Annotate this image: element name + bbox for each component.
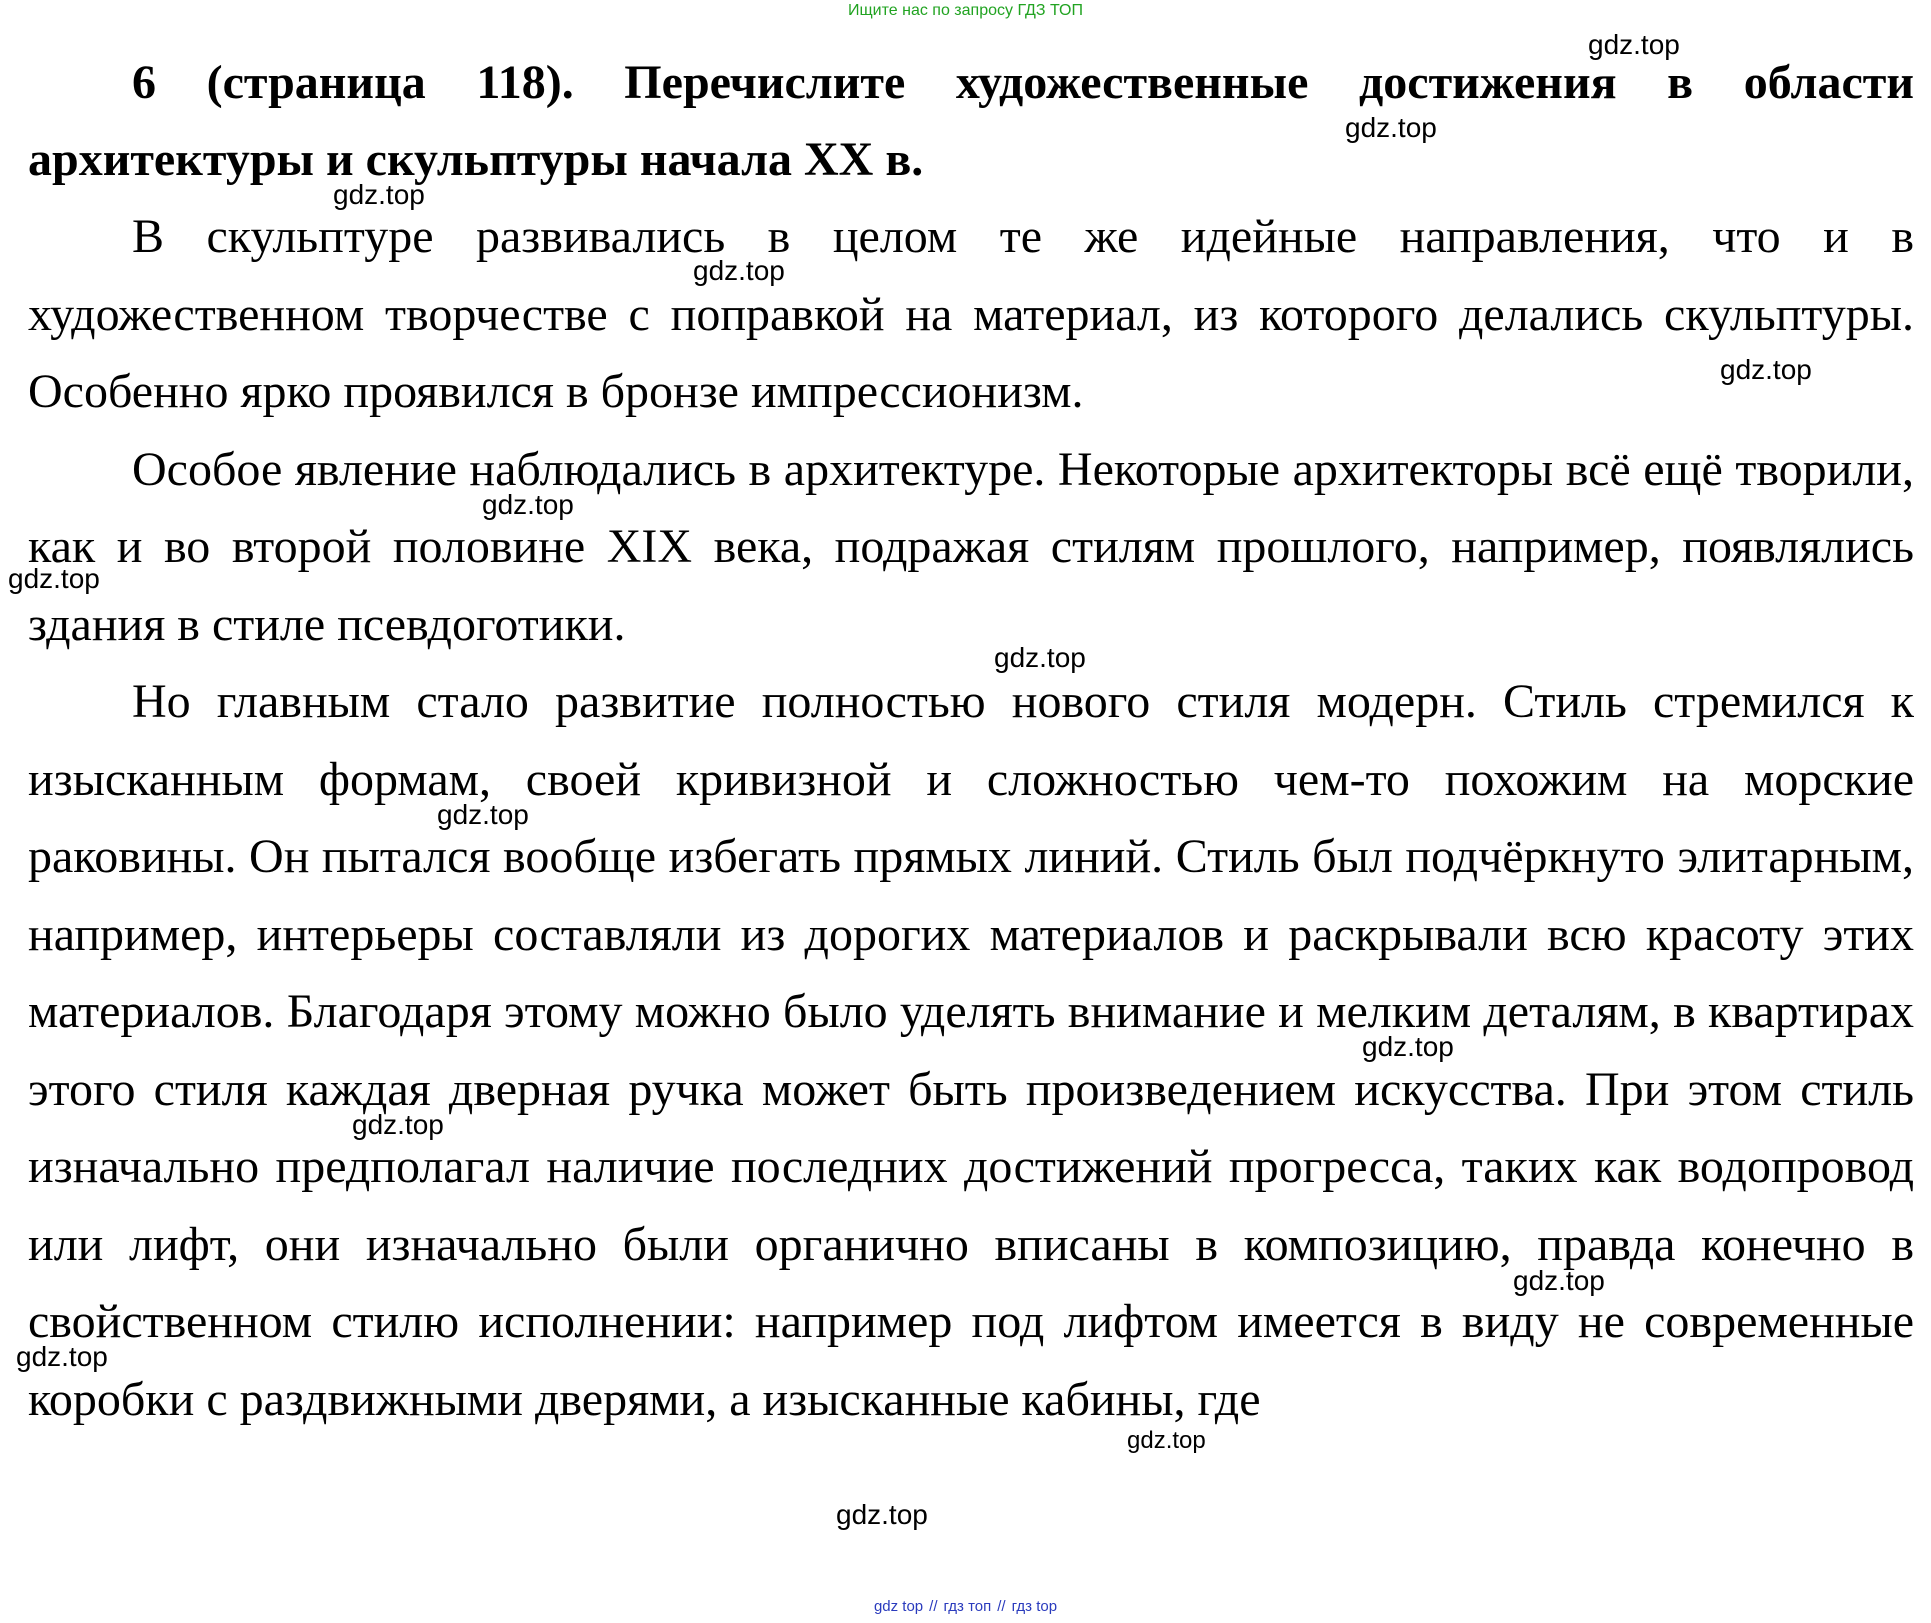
question-heading: 6 (страница 118). Перечислите художественные достижения в области архитектуры и скульптуры начала XX в. — [28, 56, 1914, 186]
watermark: gdz.top — [836, 1499, 928, 1530]
footer-links — [0, 1596, 1931, 1618]
watermark: gdz.top — [1362, 1031, 1454, 1062]
watermark: gdz.top — [1345, 112, 1437, 143]
watermark: gdz.top — [1513, 1265, 1605, 1296]
paragraph-modern-style: Но главным стало развитие полностью нового стиля модерн. Стиль стремился к изысканным формам, своей кривизной и сложностью чем-то похожим на морские раковины. Он пытался вообще избегать прямых линий. Стиль был подчёркнуто элитарным, например, интерьеры составляли из дорогих материалов и раскрывали всю красоту этих материалов. Благодаря этому можно было уделять внимание и мелким деталям, в квартирах этого стиля каждая дверная ручка может быть произведением искусства. При этом стиль изначально предполагал наличие последних достижений прогресса, таких как водопровод или лифт, они изначально были органично вписаны в композицию, правда конечно в свойственном стилю исполнении: например под лифтом имеется в виду не современные коробки с раздвижными дверями, а изысканные кабины, где — [28, 675, 1914, 1426]
watermark: gdz.top — [16, 1341, 108, 1372]
watermark: gdz.top — [1720, 354, 1812, 385]
watermark: gdz.top — [1588, 29, 1680, 60]
answer-content — [28, 44, 1914, 1438]
watermark: gdz.top — [693, 255, 785, 286]
footer-separator: // — [997, 1598, 1006, 1615]
footer-separator: // — [929, 1598, 938, 1615]
watermark: gdz.top — [352, 1109, 444, 1140]
footer-link-gdz-top-mixed[interactable]: гдз top — [1011, 1598, 1058, 1615]
watermark: gdz.top — [482, 489, 574, 520]
paragraph-sculpture: В скульптуре развивались в целом те же идейные направления, что и в художественном творчестве с поправкой на материал, из которого делались скульптуры. Особенно ярко проявился в бронзе импрессионизм. — [28, 210, 1914, 418]
watermark: gdz.top — [333, 179, 425, 210]
footer-link-gdz-top-ru[interactable]: гдз топ — [943, 1598, 992, 1615]
watermark: gdz.top — [994, 642, 1086, 673]
footer-link-gdz-top[interactable]: gdz top — [873, 1598, 924, 1615]
paragraph-architecture: Особое явление наблюдались в архитектуре. Некоторые архитекторы всё ещё творили, как и во второй половине XIX века, подражая стилям прошлого, например, появлялись здания в стиле псевдоготики. — [28, 442, 1914, 651]
watermark: gdz.top — [437, 799, 529, 830]
top-banner[interactable]: Ищите нас по запросу ГДЗ ТОП — [848, 2, 1083, 19]
watermark: gdz.top — [1127, 1427, 1206, 1454]
watermark: gdz.top — [8, 563, 100, 594]
